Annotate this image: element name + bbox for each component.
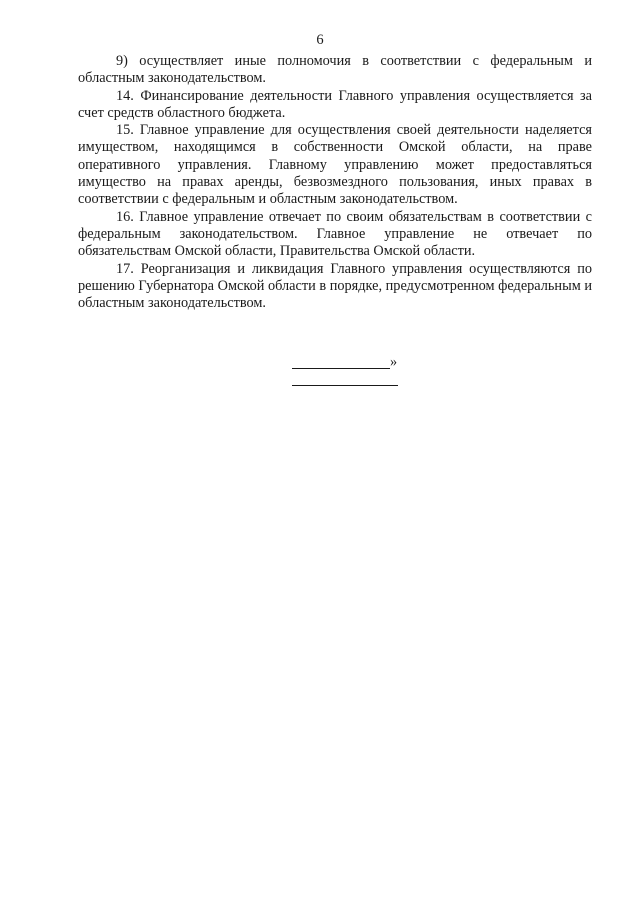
closing-quote: » (390, 354, 398, 370)
end-rule (292, 385, 398, 386)
closing-underline (292, 368, 390, 369)
section-17-paragraph: 17. Реорганизация и ликвидация Главного управления осуществляются по решению Губернатора Омской области в порядке, предусмотренном федеральным и областным законодательством. (78, 260, 592, 312)
item-9-paragraph: 9) осуществляет иные полномочия в соответствии с федеральным и областным законодательством. (78, 53, 592, 87)
section-14-paragraph: 14. Финансирование деятельности Главного управления осуществляется за счет средств областного бюджета. (78, 87, 592, 121)
document-body (78, 53, 592, 312)
section-15-paragraph: 15. Главное управление для осуществления своей деятельности наделяется имуществом, находящимся в собственности Омской области, на праве оперативного управления. Главному управлению может предоставляться имущество на правах аренды, безвозмездного пользования, иных правах в соответствии с федеральным и областным законодательством. (78, 122, 592, 208)
section-16-paragraph: 16. Главное управление отвечает по своим обязательствам в соответствии с федеральным законодательством. Главное управление не отвечает по обязательствам Омской области, Правительства Омской области. (78, 208, 592, 260)
closing-mark (292, 354, 412, 394)
page-number: 6 (316, 32, 324, 48)
